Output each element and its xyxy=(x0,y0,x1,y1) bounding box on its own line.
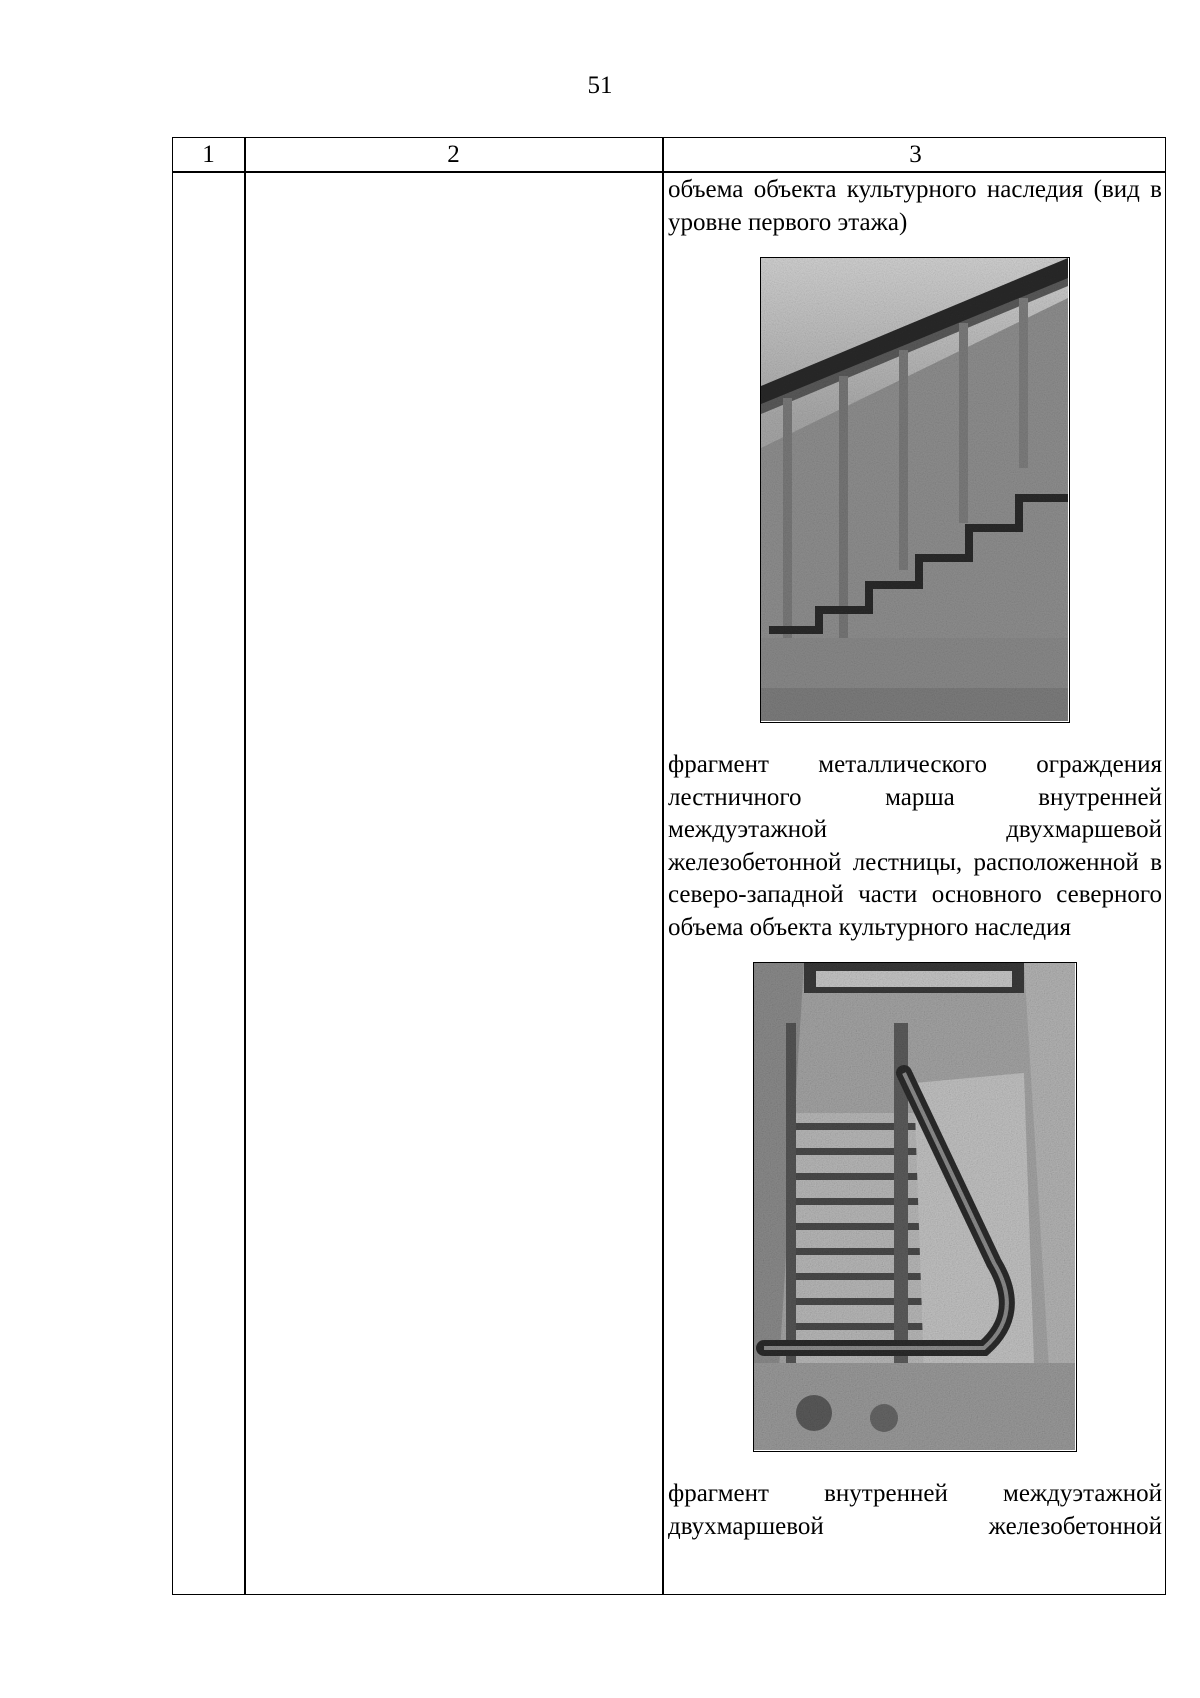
caption-middle: фрагмент металлического ограждения лестничного марша внутренней междуэтажной двухмаршевой железобетонной лестницы, расположенной в северо-западной части основного северного объема объекта культурного наследия xyxy=(668,751,1162,941)
table-header-col-3: 3 xyxy=(909,141,922,168)
header-divider xyxy=(173,171,1165,173)
table-header-col-1: 1 xyxy=(202,141,215,168)
staircase-railing-photo xyxy=(760,257,1070,723)
caption-bottom: фрагмент внутренней междуэтажной двухмаршевой железобетонной xyxy=(668,1480,1162,1540)
caption-top: объема объекта культурного наследия (вид в уровне первого этажа) xyxy=(668,176,1162,236)
stairwell-top-view-photo xyxy=(753,962,1077,1452)
column-divider xyxy=(244,138,246,1594)
column-3-content xyxy=(668,174,1162,1543)
page-number: 51 xyxy=(587,72,613,99)
column-divider xyxy=(662,138,664,1594)
table-header-col-2: 2 xyxy=(447,141,460,168)
document-table xyxy=(172,137,1166,1595)
